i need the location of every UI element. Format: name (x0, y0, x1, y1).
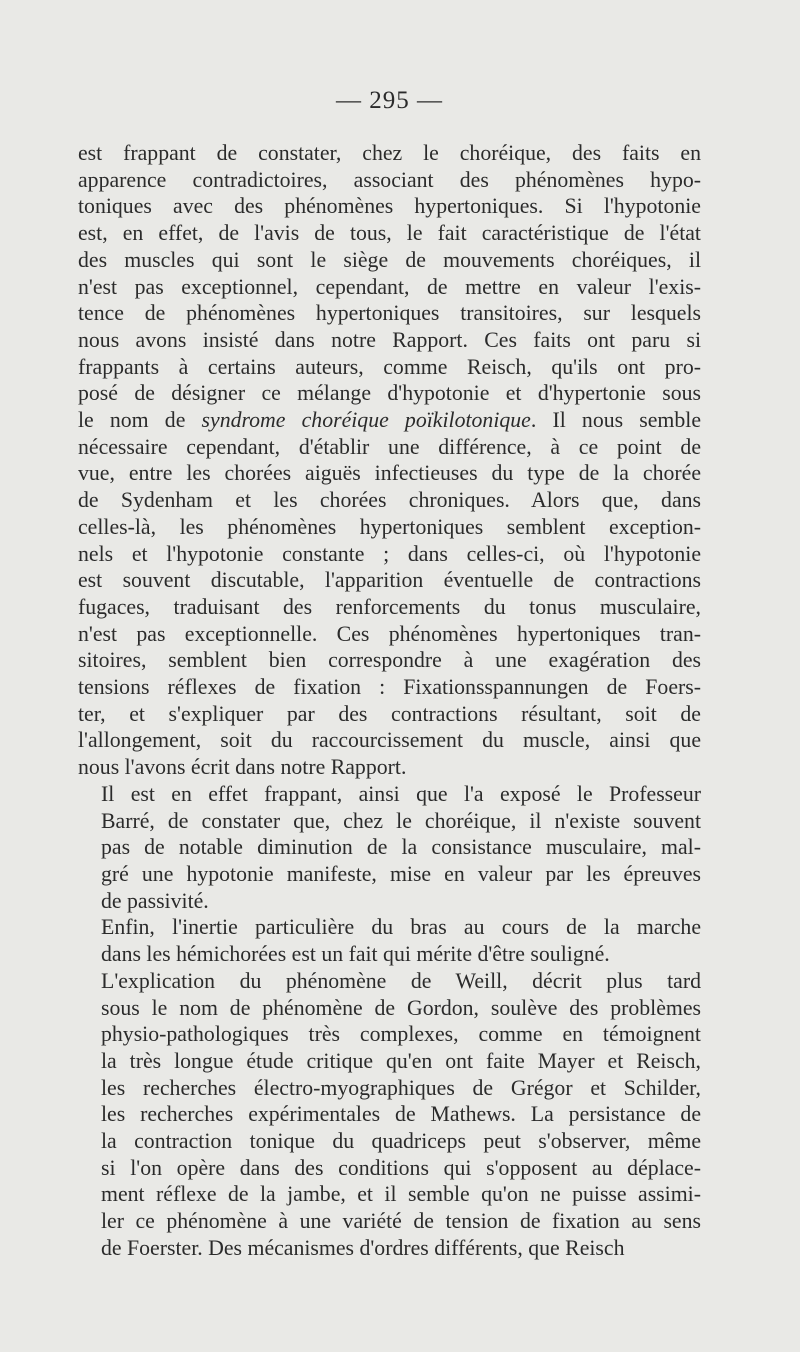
text-line: Il est en effet frappant, ainsi que l'a exposé le Professeur (101, 781, 701, 806)
text-line: L'explication du phénomène de Weill, décrit plus tard (101, 968, 701, 993)
text-line: Barré, de constater que, chez le choréique, il n'existe souvent (101, 808, 701, 833)
text-line: les recherches électro-myographiques de Grégor et Schilder, (101, 1075, 701, 1100)
text-line: vue, entre les chorées aiguës infectieuses du type de la chorée (78, 461, 701, 486)
text-line: ter, et s'expliquer par des contractions résultant, soit de (78, 701, 701, 726)
text-line: nous l'avons écrit dans notre Rapport. (78, 755, 407, 780)
paragraph (78, 914, 701, 967)
text-line: la très longue étude critique qu'en ont faite Mayer et Reisch, (101, 1048, 701, 1073)
text-line: de passivité. (101, 888, 209, 913)
text-line: ler ce phénomène à une variété de tension de fixation au sens (101, 1209, 701, 1234)
text-line: sous le nom de phénomène de Gordon, soulève des problèmes (101, 995, 701, 1020)
text-line: est, en effet, de l'avis de tous, le fait caractéristique de l'état (78, 221, 701, 246)
text-line: tence de phénomènes hypertoniques transitoires, sur lesquels (78, 301, 701, 326)
body-text (78, 140, 701, 1262)
italic-term: syndrome choréique poïkilotonique (201, 408, 531, 433)
text-line: physio-pathologiques très complexes, comme en témoignent (101, 1022, 701, 1047)
text-line: de Foerster. Des mécanismes d'ordres différents, que Reisch (101, 1235, 625, 1260)
text-line: toniques avec des phénomènes hypertoniques. Si l'hypotonie (78, 194, 701, 219)
page-number: — 295 — (336, 87, 443, 114)
text-line: nels et l'hypotonie constante ; dans celles-ci, où l'hypotonie (78, 541, 701, 566)
text-line: est souvent discutable, l'apparition éventuelle de contractions (78, 568, 701, 593)
text-line: nous avons insisté dans notre Rapport. Ces faits ont paru si (78, 327, 701, 352)
text-line: pas de notable diminution de la consistance musculaire, mal- (101, 835, 701, 860)
text-line: frappants à certains auteurs, comme Reisch, qu'ils ont pro- (78, 354, 701, 379)
paragraph (78, 140, 701, 781)
text-line: de Sydenham et les chorées chroniques. Alors que, dans (78, 488, 701, 513)
text-line: si l'on opère dans des conditions qui s'opposent au déplace- (101, 1155, 701, 1180)
text-line: sitoires, semblent bien correspondre à une exagération des (78, 648, 701, 673)
text-line: le nom de syndrome choréique poïkilotonique. Il nous semble (78, 408, 702, 433)
text-line: Enfin, l'inertie particulière du bras au cours de la marche (101, 915, 701, 940)
text-line: fugaces, traduisant des renforcements du tonus musculaire, (78, 594, 701, 619)
text-line: les recherches expérimentales de Mathews. La persistance de (101, 1102, 701, 1127)
text-line: est frappant de constater, chez le choréique, des faits en (78, 141, 701, 165)
text-line: n'est pas exceptionnelle. Ces phénomènes hypertoniques tran- (78, 621, 701, 646)
text-line: nécessaire cependant, d'établir une différence, à ce point de (78, 434, 701, 459)
text-line: des muscles qui sont le siège de mouvements choréiques, il (78, 247, 701, 272)
text-line: posé de désigner ce mélange d'hypotonie et d'hypertonie sous (78, 381, 701, 406)
text-line: dans les hémichorées est un fait qui mérite d'être souligné. (101, 942, 610, 967)
text-line: n'est pas exceptionnel, cependant, de mettre en valeur l'exis- (78, 274, 701, 299)
text-line: gré une hypotonie manifeste, mise en valeur par les épreuves (101, 861, 701, 886)
paragraph (78, 968, 701, 1262)
text-line: tensions réflexes de fixation : Fixationsspannungen de Foers- (78, 675, 701, 700)
text-line: celles-là, les phénomènes hypertoniques semblent exception- (78, 514, 701, 539)
paragraph (78, 781, 701, 915)
text-line: la contraction tonique du quadriceps peut s'observer, même (101, 1129, 701, 1154)
text-line: ment réflexe de la jambe, et il semble qu'on ne puisse assimi- (101, 1182, 701, 1207)
text-line: l'allongement, soit du raccourcissement du muscle, ainsi que (78, 728, 701, 753)
text-line: apparence contradictoires, associant des phénomènes hypo- (78, 167, 701, 192)
